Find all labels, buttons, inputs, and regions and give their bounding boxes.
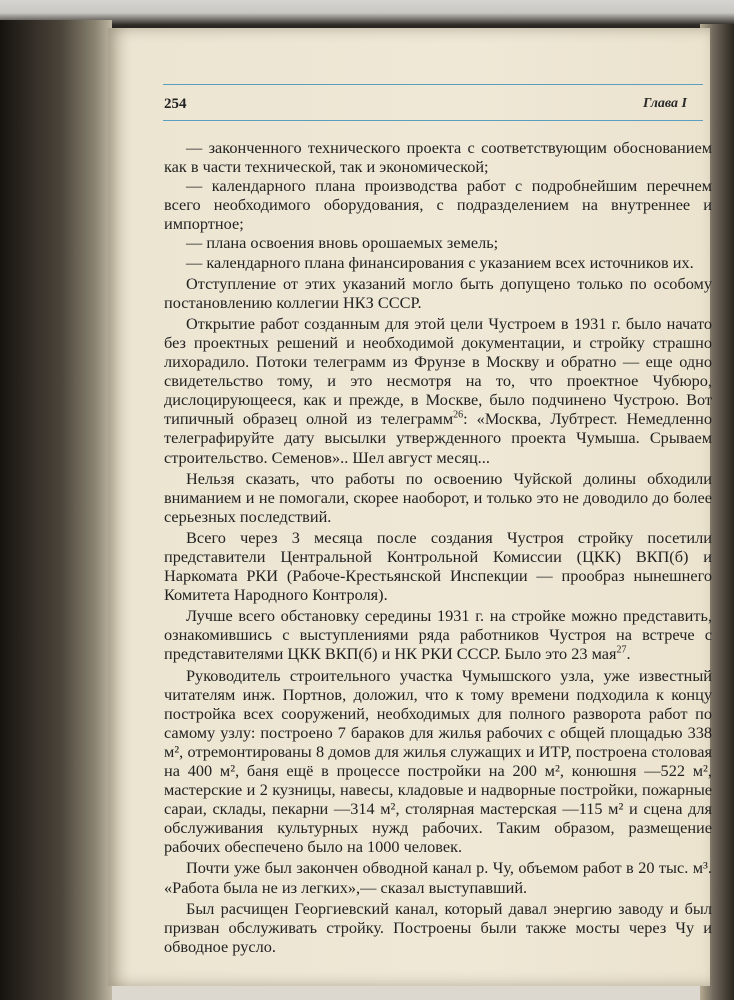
paragraph: — календарного плана производства работ с подробнейшим перечнем всего необходимого оборудования, с подразделением на внутреннее и импортное;: [164, 176, 712, 234]
paragraph: [164, 314, 712, 467]
book-spine-shadow: [0, 20, 112, 1000]
paragraph: — плана освоения вновь орошаемых земель;: [186, 233, 499, 253]
paragraph: Нельзя сказать, что работы по освоению Чуйской долины обходили вниманием и не помогали, скорее наоборот, и только это не доводило до более серьезных последствий.: [164, 468, 712, 526]
paragraph-text: Открытие работ созданным для этой цели Чустроем в 1931 г. было начато без проектных решений и необходимой документации, и стройку страшно лихорадило. Потоки телеграмм из Фрунзе в Москву и обратно — еще одно свидетельство тому, и это несмотря на то, что проектное Чубюро, дислоцирующееся, как и прежде, в Москве, было подчинено Чустрою. Вот типичный образец олной из телеграмм: [164, 313, 712, 429]
body-text: [164, 138, 712, 956]
footnote-ref: 27: [616, 645, 627, 657]
paragraph: Почти уже был закончен обводной канал р. Чу, объемом работ в 20 тыс. м³. «Работа была не из легких»,— сказал выступавший.: [164, 858, 712, 897]
book-page: [108, 28, 710, 986]
paragraph: Руководитель строительного участка Чумышского узла, уже известный читателям инж. Портнов, доложил, что к тому времени подходила к концу постройка всех сооружений, необходимых для полного разворота работ по самому узлу: построено 7 бараков для жилья рабочих с общей площадью 338 м², отремонтированы 8 домов для жилья служащих и ИТР, построена столовая на 400 м², баня ещё в процессе постройки на 200 м², конюшня —522 м², мастерские и 2 кузницы, навесы, кладовые и надворные постройки, пожарные сараи, склады, пекарни —314 м², столярная мастерская —115 м² и сцена для обслуживания культурных нужд рабочих. Таким образом, размещение рабочих обеспечено было на 1000 человек.: [164, 665, 712, 857]
paragraph-text-tail: : «Москва, Лубтрест. Немедленно телеграфируйте дату высылки утвержденного проекта Чумыша. Срываем строительство. Семенов».. Шел август месяц...: [164, 409, 712, 467]
paragraph: Был расчищен Георгиевский канал, который давал энергию заводу и был призван обслуживать стройку. Построены были также мосты через Чу и обводное русло.: [164, 898, 712, 956]
paragraph-text-tail: .: [626, 644, 631, 664]
paragraph: — законченного технического проекта с соответствующим обоснованием как в части технической, так и экономической;: [164, 138, 712, 177]
paragraph: Отступление от этих указаний могло быть допущено только по особому постановлению коллегии НКЗ СССР.: [164, 273, 712, 312]
footnote-ref: 26: [453, 409, 464, 421]
running-head: Глава I: [643, 96, 688, 111]
paragraph-text: Лучше всего обстановку середины 1931 г. на стройке можно представить, ознакомившись с выступлениями ряда работников Чустроя на встрече с представителями ЦКК ВКП(б) и НК РКИ СССР. Было это 23 мая: [164, 606, 712, 664]
header-top-rule: [163, 84, 703, 85]
paragraph: [164, 606, 712, 663]
page-number: 254: [164, 96, 187, 112]
header-bottom-rule: [163, 120, 703, 121]
paragraph: — календарного плана финансирования с указанием всех источников их.: [186, 252, 694, 272]
paragraph: Всего через 3 месяца после создания Чустроя стройку посетили представители Центральной Контрольной Комиссии (ЦКК) ВКП(б) и Наркомата РКИ (Рабоче-Крестьянской Инспекции — прообраз нынешнего Комитета Народного Контроля).: [164, 527, 712, 605]
